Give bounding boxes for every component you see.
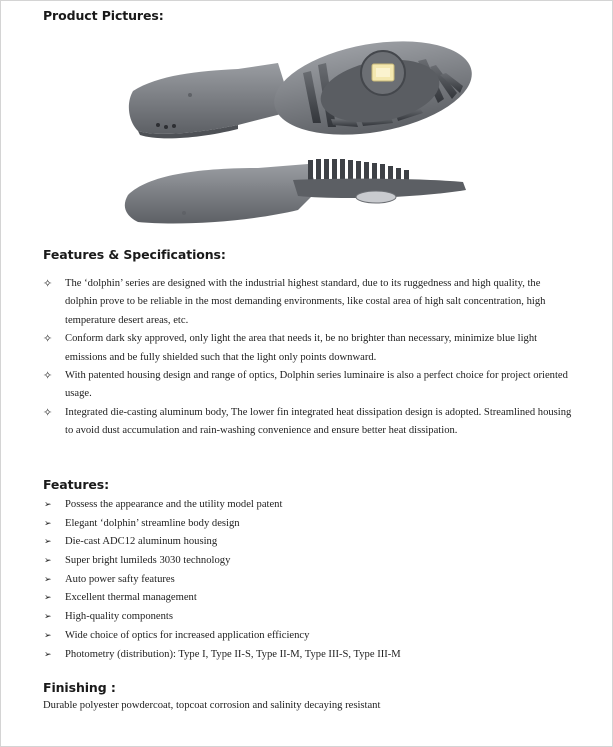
sparkle-bullet-icon: ✧: [43, 405, 53, 419]
list-item: ➢ Die-cast ADC12 aluminum housing: [43, 533, 563, 552]
sparkle-bullet-icon: ✧: [43, 369, 53, 383]
finishing-description: Durable polyester powdercoat, topcoat corrosion and salinity decaying resistant: [43, 700, 381, 711]
heading-features: Features:: [43, 477, 110, 492]
list-item: ➢ Photometry (distribution): Type I, Type II-S, Type II-M, Type III-S, Type III-M: [43, 646, 563, 665]
arrow-bullet-icon: ➢: [44, 649, 52, 660]
arrow-bullet-icon: ➢: [44, 593, 52, 604]
list-item: ✧ The ‘dolphin’ series are designed with the industrial highest standard, due to its ruggedness and high quality, the dolphin prove to be reliable in the most demanding environments, like costal area of high salt concentration, high temperature desert areas, etc.: [43, 277, 546, 326]
arrow-bullet-icon: ➢: [44, 612, 52, 623]
sparkle-bullet-icon: ✧: [43, 332, 53, 346]
list-item: ➢ Possess the appearance and the utility model patent: [43, 496, 563, 515]
features-list: [43, 496, 563, 664]
heading-finishing: Finishing :: [43, 680, 116, 695]
list-item: ✧ With patented housing design and range of optics, Dolphin series luminaire is also a perfect choice for project oriented usage.: [43, 369, 568, 400]
list-item: ➢ Auto power safty features: [43, 571, 563, 590]
arrow-bullet-icon: ➢: [44, 630, 52, 641]
specifications-list: [43, 275, 573, 441]
product-image-top-view: [118, 33, 478, 148]
arrow-bullet-icon: ➢: [44, 500, 52, 510]
arrow-bullet-icon: ➢: [44, 518, 52, 529]
heading-product-pictures: Product Pictures:: [43, 8, 164, 23]
sparkle-bullet-icon: ✧: [43, 277, 53, 290]
list-item: ✧ Conform dark sky approved, only light the area that needs it, be no brighter than necessary, minimize blue light emissions and be fully shielded such that the light only points downward.: [43, 332, 538, 363]
list-item: ✧ Integrated die-casting aluminum body, The lower fin integrated heat dissipation design is adopted. Streamlined housing to avoid dust accumulation and rain-washing convenience and ensure better heat dissipation.: [43, 405, 572, 437]
heading-features-specifications: Features & Specifications:: [43, 247, 226, 262]
product-image-side-view: [118, 150, 478, 235]
arrow-bullet-icon: ➢: [44, 574, 52, 585]
list-item: ➢ Elegant ‘dolphin’ streamline body design: [43, 515, 563, 534]
list-item: ➢ Super bright lumileds 3030 technology: [43, 552, 563, 571]
list-item: ➢ Excellent thermal management: [43, 589, 563, 608]
list-item: ➢ High-quality components: [43, 608, 563, 627]
arrow-bullet-icon: ➢: [44, 556, 52, 567]
list-item: ➢ Wide choice of optics for increased application efficiency: [43, 627, 563, 646]
arrow-bullet-icon: ➢: [44, 537, 52, 548]
